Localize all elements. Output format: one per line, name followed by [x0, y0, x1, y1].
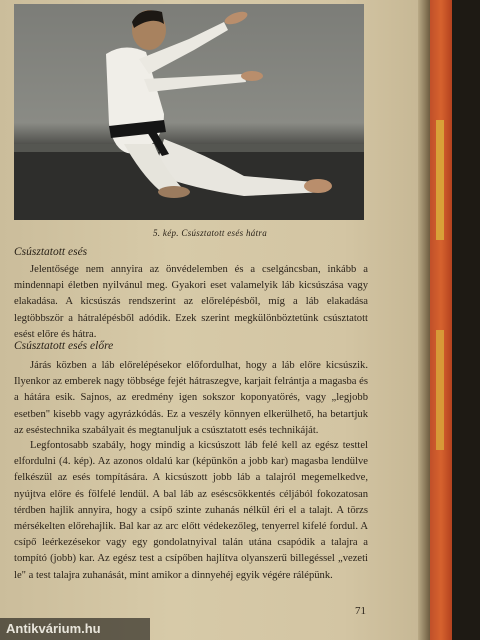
- figure-photo: [14, 4, 364, 220]
- karate-fall-illustration: [14, 4, 364, 220]
- section-title: Csúsztatott esés: [14, 246, 88, 258]
- watermark: Antikvárium.hu: [0, 618, 150, 640]
- subsection-title: Csúsztatott esés előre: [14, 340, 114, 352]
- page-number: 71: [355, 605, 366, 617]
- figure-caption: 5. kép. Csúsztatott esés hátra: [153, 228, 267, 238]
- book-spine: [430, 0, 452, 640]
- background-dark: [452, 0, 480, 640]
- spine-stripe-lower: [436, 330, 444, 450]
- subsection-paragraph-1: Járás közben a láb előrelépésekor előfordulhat, hogy a láb előre kicsúszik. Ilyenkor az emberek nagy többsége fejét hátraszegve, karjait felrántja a magasba és a hátára esik. Sajnos, az eredmény igen sokszor koponyatörés, vagy „legjobb esetben" kisebb vagy agyrázkódás. Ez a veszély könnyen elkerülhető, ha betartjuk az eséstechnika szabályait és megtanuljuk a csúsztatott esés technikáját.: [14, 360, 368, 436]
- subsection-paragraph-2: Legfontosabb szabály, hogy mindig a kicsúszott láb felé kell az egész testtel elfordulni (4. kép). Az azonos oldalú kar (képünkön a jobb kar) magasba lendülve felkészül az esés tompítására. A kicsúszott jobb láb a talajról megemelkedve, nyújtva előre és fölfelé lendül. A bal láb az eséscsökkentés céljából fokozatosan térdben hajlik annyira, hogy a csípő szinte zuhanás nélkül éri el a talajt. A törzs mérsékelten előrehajlik. Bal kar az arc előtt védekezőleg, tenyerrel kifelé fordul. A csípő leérkezésekor vagy egy gondolatnyival talán utána csapódik a talajra a tompító (jobb) kar. Az egész test a csípőben hajlítva olyanszerű billegéssel „vezeti le" a test talajra zuhanását, mint amikor a dinnyehéj egyik végére rálépünk.: [14, 440, 368, 581]
- page-edge: [418, 0, 430, 640]
- spine-stripe: [436, 120, 444, 240]
- section-paragraph: Jelentősége nem annyira az önvédelemben és a cselgáncsban, inkább a mindennapi életben nyilvánul meg. Gyakori eset valamelyik láb kicsúszása vagy elakadása. A kicsúszás rendszerint az előrelépésből, míg a láb elakadása legtöbbször a hátralépésből adódik. Ezek szerint megkülönböztetünk csúsztatott esést előre és hátra.: [14, 264, 368, 340]
